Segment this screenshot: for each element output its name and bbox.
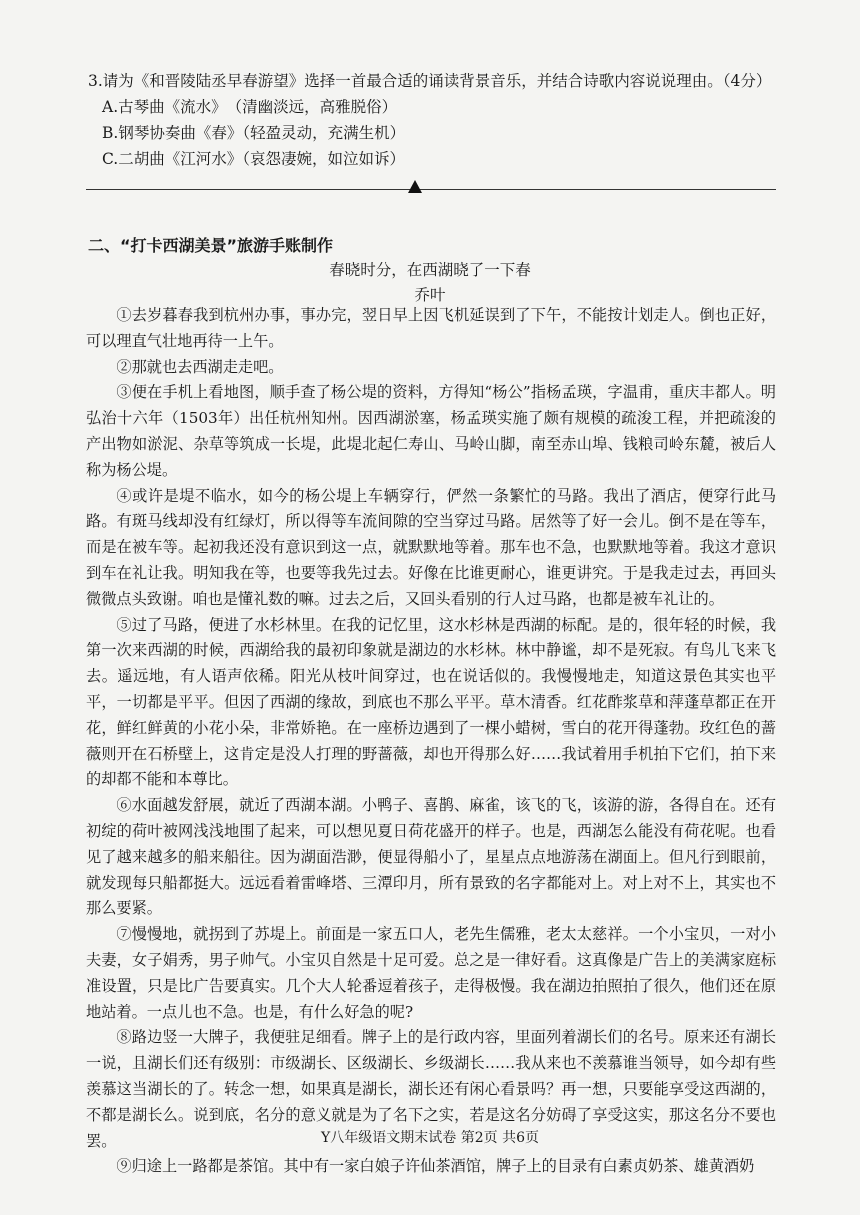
article-body	[86, 303, 776, 1180]
triangle-marker-icon	[408, 180, 422, 193]
paragraph-5: ⑤过了马路，便进了水杉林里。在我的记忆里，这水杉林是西湖的标配。是的，很年轻的时候，我第一次来西湖的时候，西湖给我的最初印象就是湖边的水杉林。林中静谧，却不是死寂。有鸟儿飞来飞去。遥远地，有人语声依稀。阳光从枝叶间穿过，也在说话似的。我慢慢地走，知道这景色其实也平平，一切都是平平。但因了西湖的缘故，到底也不那么平平。草木清香。红花酢浆草和萍蓬草都正在开花，鲜红鲜黄的小花小朵，非常娇艳。在一座桥边遇到了一棵小蜡树，雪白的花开得蓬勃。玫红色的蔷薇则开在石桥壁上，这肯定是没人打理的野蔷薇，却也开得那么好……我试着用手机拍下它们，拍下来的却都不能和本尊比。	[86, 615, 776, 789]
article-title: 春晓时分，在西湖晓了一下春	[329, 261, 531, 279]
question-3-prompt: 3.请为《和晋陵陆丞早春游望》选择一首最合适的诵读背景音乐，并结合诗歌内容说说理由。（4分）	[88, 72, 772, 90]
section-heading: 二、“打卡西湖美景”旅游手账制作	[88, 236, 334, 255]
paragraph-4: ④或许是堤不临水，如今的杨公堤上车辆穿行，俨然一条繁忙的马路。我出了酒店，便穿行此马路。有斑马线却没有红绿灯，所以得等车流间隙的空当穿过马路。居然等了好一会儿。倒不是在等车，而是在被车等。起初我还没有意识到这一点，就默默地等着。那车也不急，也默默地等着。我这才意识到车在礼让我。明知我在等，也要等我先过去。好像在比谁更耐心，谁更讲究。于是我走过去，再回头微微点头致谢。咱也是懂礼数的嘛。过去之后，又回头看别的行人过马路，也都是被车礼让的。	[86, 486, 776, 608]
paragraph-3: ③便在手机上看地图，顺手查了杨公堤的资料，方得知“杨公”指杨孟瑛，字温甫，重庆丰都人。明弘治十六年（1503年）出任杭州知州。因西湖淤塞，杨孟瑛实施了颇有规模的疏浚工程，并把疏浚的产出物如淤泥、杂草等筑成一长堤，此堤北起仁寿山、马岭山脚，南至赤山埠、钱粮司岭东麓，被后人称为杨公堤。	[86, 383, 776, 479]
paragraph-2: ②那就也去西湖走走吧。	[116, 357, 284, 376]
option-b: B.钢琴协奏曲《春》（轻盈灵动，充满生机）	[102, 124, 406, 142]
paragraph-7: ⑦慢慢地，就拐到了苏堤上。前面是一家五口人，老先生儒雅，老太太慈祥。一个小宝贝，一对小夫妻，女子娟秀，男子帅气。小宝贝自然是十足可爱。总之是一律好看。这真像是广告上的美满家庭标准设置，只是比广告要真实。几个大人轮番逗着孩子，走得极慢。我在湖边拍照拍了很久，他们还在原地站着。一点儿也不急。也是，有什么好急的呢?	[86, 925, 776, 1021]
option-a: A.古琴曲《流水》 （清幽淡远，高雅脱俗）	[102, 98, 398, 116]
article-author: 乔叶	[414, 286, 446, 304]
paragraph-9: ⑨归途上一路都是茶馆。其中有一家白娘子许仙茶酒馆，牌子上的目录有白素贞奶茶、雄黄酒奶	[116, 1157, 755, 1176]
paragraph-6: ⑥水面越发舒展，就近了西湖本湖。小鸭子、喜鹊、麻雀，该飞的飞，该游的游，各得自在。还有初绽的荷叶被网浅浅地围了起来，可以想见夏日荷花盛开的样子。也是，西湖怎么能没有荷花呢。也看见了越来越多的船来船往。因为湖面浩渺，便显得船小了，星星点点地游荡在湖面上。但凡行到眼前，就发现每只船都挺大。远远看着雷峰塔、三潭印月，所有景致的名字都能对上。对上对不上，其实也不那么要紧。	[86, 796, 776, 918]
question-3	[88, 68, 788, 172]
option-c: C.二胡曲《江河水》（哀怨凄婉，如泣如诉）	[102, 150, 405, 168]
paragraph-1: ①去岁暮春我到杭州办事，事办完，翌日早上因飞机延误到了下午，不能按计划走人。倒也正好，可以理直气壮地再待一上午。	[86, 306, 776, 350]
paragraph-8: ⑧路边竖一大牌子，我便驻足细看。牌子上的是行政内容，里面列着湖长们的名号。原来还有湖长一说，且湖长们还有级别：市级湖长、区级湖长、乡级湖长……我从来也不羡慕谁当领导，如今却有些羡慕这当湖长的了。转念一想，如果真是湖长，湖长还有闲心看景吗？再一想，只要能享受这西湖的，不都是湖长么。说到底，名分的意义就是为了名下之实，若是这名分妨碍了享受这实，那这名分不要也罢。	[86, 1028, 776, 1150]
page-footer: Y八年级语文期末试卷 第2页 共6页	[321, 1130, 539, 1146]
section-divider	[86, 189, 776, 190]
